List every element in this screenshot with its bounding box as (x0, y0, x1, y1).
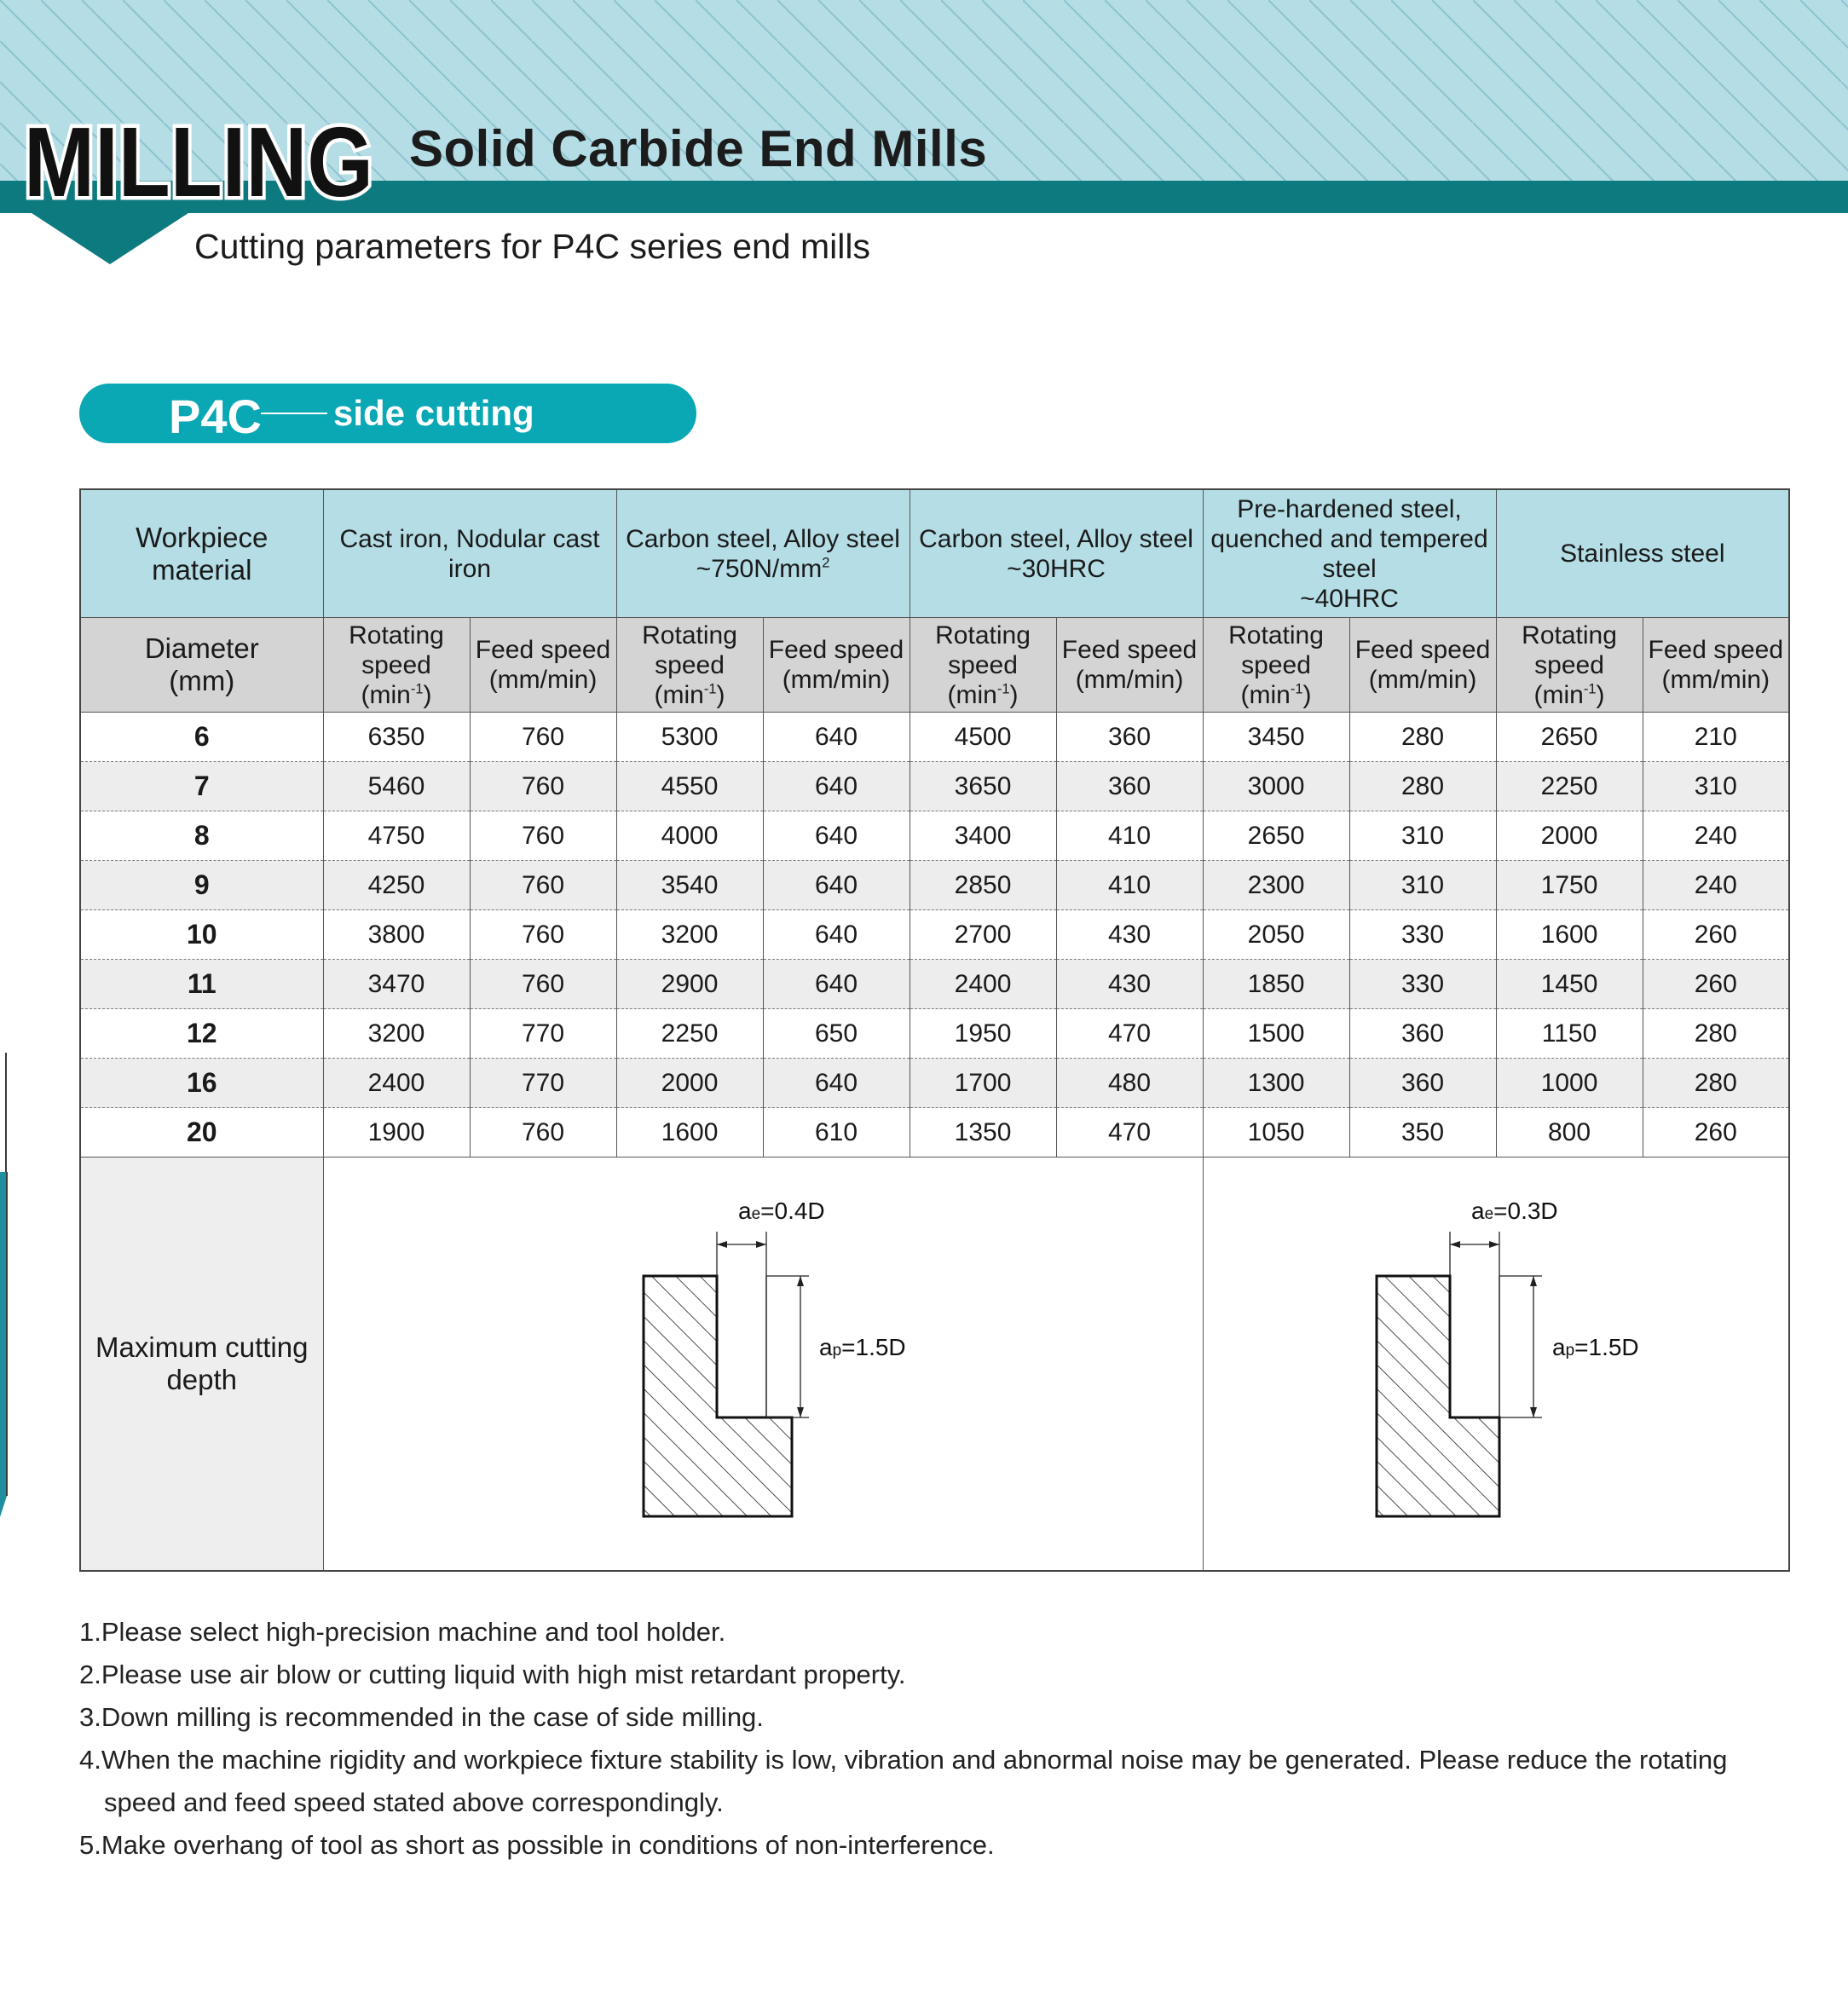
rotating-speed-cell: 1450 (1496, 960, 1643, 1009)
rotating-speed-cell: 1000 (1496, 1059, 1643, 1108)
arrow-head (756, 1241, 766, 1248)
rotating-speed-cell: 1150 (1496, 1009, 1643, 1059)
arrow-head (797, 1407, 804, 1417)
feed-speed-cell: 240 (1643, 811, 1789, 861)
feed-speed-header: Feed speed (mm/min) (1349, 618, 1496, 713)
material-pre-hardened-steel: Pre-hardened steel, quenched and tempered steel ~40HRC (1203, 489, 1496, 618)
ap-label: ap=1.5D (1551, 1334, 1639, 1360)
feed-speed-cell: 410 (1056, 811, 1203, 861)
feed-speed-cell: 330 (1349, 960, 1496, 1009)
table-row (80, 1108, 1789, 1157)
ae-label: ae=0.3D (1470, 1198, 1558, 1224)
diameter-cell: 7 (80, 762, 323, 811)
arrow-head (797, 1276, 804, 1286)
feed-speed-cell: 310 (1643, 762, 1789, 811)
max-cutting-depth-label: Maximum cutting depth (80, 1157, 323, 1572)
arrow-head (1530, 1407, 1537, 1417)
material-stainless-steel: Stainless steel (1496, 489, 1789, 618)
feed-speed-cell: 260 (1643, 960, 1789, 1009)
feed-speed-cell: 360 (1349, 1009, 1496, 1059)
feed-speed-cell: 360 (1349, 1059, 1496, 1108)
page-edge-decoration (0, 1053, 10, 1530)
feed-speed-cell: 350 (1349, 1108, 1496, 1157)
rotating-speed-cell: 2650 (1496, 713, 1643, 762)
rotating-speed-cell: 4500 (910, 713, 1056, 762)
rotating-speed-cell: 1300 (1203, 1059, 1349, 1108)
note-4: 4.When the machine rigidity and workpiece fixture stability is low, vibration and abnormal noise may be generated. Please reduce the rotating (79, 1745, 1728, 1775)
feed-speed-cell: 470 (1056, 1009, 1203, 1059)
rotating-speed-cell: 1950 (910, 1009, 1056, 1059)
rotating-speed-cell: 2050 (1203, 910, 1349, 960)
rotating-speed-cell: 1750 (1496, 861, 1643, 910)
material-cast-iron: Cast iron, Nodular cast iron (323, 489, 616, 618)
feed-speed-cell: 430 (1056, 960, 1203, 1009)
max-cutting-depth-row (80, 1157, 1789, 1572)
feed-speed-cell: 640 (763, 1059, 910, 1108)
section-pill (79, 384, 696, 443)
section-code: P4C (169, 390, 262, 443)
note-2: 2.Please use air blow or cutting liquid with high mist retardant property. (79, 1660, 906, 1689)
rotating-speed-cell: 2400 (323, 1059, 470, 1108)
rotating-speed-header: Rotating speed $(\min^{-1})$ (1203, 618, 1349, 713)
diameter-cell: 8 (80, 811, 323, 861)
rotating-speed-cell: 2300 (1203, 861, 1349, 910)
note-5: 5.Make overhang of tool as short as possible in conditions of non-interference. (79, 1830, 995, 1860)
feed-speed-cell: 480 (1056, 1059, 1203, 1108)
rotating-speed-cell: 1500 (1203, 1009, 1349, 1059)
feed-speed-cell: 260 (1643, 910, 1789, 960)
feed-speed-cell: 260 (1643, 1108, 1789, 1157)
feed-speed-cell: 760 (470, 910, 616, 960)
rotating-speed-cell: 3450 (1203, 713, 1349, 762)
arrow-head (1450, 1241, 1460, 1248)
notes-list (79, 1611, 1790, 1867)
rotating-speed-cell: 3200 (616, 910, 763, 960)
feed-speed-cell: 760 (470, 762, 616, 811)
feed-speed-cell: 640 (763, 811, 910, 861)
feed-speed-cell: 240 (1643, 861, 1789, 910)
table-row (80, 1009, 1789, 1059)
feed-speed-cell: 650 (763, 1009, 910, 1059)
feed-speed-cell: 280 (1349, 713, 1496, 762)
feed-speed-cell: 280 (1643, 1009, 1789, 1059)
workpiece-section (1377, 1276, 1499, 1516)
feed-speed-cell: 330 (1349, 910, 1496, 960)
table-row (80, 960, 1789, 1009)
rotating-speed-cell: 3800 (323, 910, 470, 960)
rotating-speed-cell: 2250 (1496, 762, 1643, 811)
feed-speed-cell: 210 (1643, 713, 1789, 762)
feed-speed-cell: 410 (1056, 861, 1203, 910)
diameter-cell: 12 (80, 1009, 323, 1059)
rotating-speed-header: Rotating speed $(\min^{-1})$ (323, 618, 470, 713)
feed-speed-cell: 430 (1056, 910, 1203, 960)
workpiece-section (644, 1276, 792, 1516)
feed-speed-cell: 770 (470, 1059, 616, 1108)
ap-label: ap=1.5D (819, 1334, 906, 1360)
table-row (80, 762, 1789, 811)
note-1: 1.Please select high-precision machine and tool holder. (79, 1617, 726, 1647)
rotating-speed-cell: 1850 (1203, 960, 1349, 1009)
milling-logo (19, 107, 377, 217)
rotating-speed-header: Rotating speed $(\min^{-1})$ (910, 618, 1056, 713)
table-row (80, 713, 1789, 762)
feed-speed-cell: 640 (763, 861, 910, 910)
rotating-speed-cell: 6350 (323, 713, 470, 762)
feed-speed-header: Feed speed (mm/min) (763, 618, 910, 713)
rotating-speed-header: Rotating speed $(\min^{-1})$ (1496, 618, 1643, 713)
feed-speed-cell: 760 (470, 861, 616, 910)
rotating-speed-cell: 5300 (616, 713, 763, 762)
section-label: side cutting (333, 393, 534, 433)
rotating-speed-cell: 1600 (1496, 910, 1643, 960)
arrow-head (1489, 1241, 1499, 1248)
rotating-speed-cell: 3470 (323, 960, 470, 1009)
column-header-row (80, 618, 1789, 713)
chevron-down-icon (29, 211, 191, 264)
rotating-speed-cell: 4550 (616, 762, 763, 811)
rotating-speed-cell: 3650 (910, 762, 1056, 811)
ae-label: ae=0.4D (738, 1198, 825, 1224)
rotating-speed-cell: 2400 (910, 960, 1056, 1009)
material-header-row (80, 489, 1789, 618)
feed-speed-header: Feed speed (mm/min) (1056, 618, 1203, 713)
feed-speed-cell: 310 (1349, 811, 1496, 861)
rotating-speed-cell: 1900 (323, 1108, 470, 1157)
rotating-speed-cell: 4000 (616, 811, 763, 861)
diameter-cell: 11 (80, 960, 323, 1009)
rotating-speed-cell: 3540 (616, 861, 763, 910)
rotating-speed-header: Rotating speed $(\min^{-1})$ (616, 618, 763, 713)
rotating-speed-cell: 2900 (616, 960, 763, 1009)
feed-speed-cell: 310 (1349, 861, 1496, 910)
table-row (80, 811, 1789, 861)
table-row (80, 861, 1789, 910)
rotating-speed-cell: 2000 (1496, 811, 1643, 861)
feed-speed-cell: 640 (763, 960, 910, 1009)
diameter-cell: 6 (80, 713, 323, 762)
page-title: Solid Carbide End Mills (409, 120, 988, 177)
feed-speed-cell: 760 (470, 1108, 616, 1157)
diameter-cell: 10 (80, 910, 323, 960)
diameter-header: Diameter (mm) (80, 618, 323, 713)
rotating-speed-cell: 1700 (910, 1059, 1056, 1108)
material-carbon-steel-750: Carbon steel, Alloy steel $\sim 750N/mm^2$ (616, 489, 910, 618)
rotating-speed-cell: 1350 (910, 1108, 1056, 1157)
page-subtitle: Cutting parameters for P4C series end mills (194, 227, 870, 266)
feed-speed-cell: 280 (1643, 1059, 1789, 1108)
diameter-cell: 16 (80, 1059, 323, 1108)
note-4-continued: speed and feed speed stated above correspondingly. (104, 1787, 724, 1817)
milling-logo-text: MILLING (24, 107, 373, 217)
rotating-speed-cell: 2850 (910, 861, 1056, 910)
feed-speed-cell: 760 (470, 713, 616, 762)
feed-speed-header: Feed speed (mm/min) (1643, 618, 1789, 713)
table-row (80, 910, 1789, 960)
rotating-speed-cell: 3400 (910, 811, 1056, 861)
feed-speed-cell: 640 (763, 713, 910, 762)
feed-speed-cell: 470 (1056, 1108, 1203, 1157)
rotating-speed-cell: 4250 (323, 861, 470, 910)
feed-speed-cell: 770 (470, 1009, 616, 1059)
arrow-head (1530, 1276, 1537, 1286)
rotating-speed-cell: 2650 (1203, 811, 1349, 861)
feed-speed-header: Feed speed (mm/min) (470, 618, 616, 713)
feed-speed-cell: 760 (470, 960, 616, 1009)
rotating-speed-cell: 1050 (1203, 1108, 1349, 1157)
feed-speed-cell: 610 (763, 1108, 910, 1157)
arrow-head (717, 1241, 727, 1248)
cutting-depth-diagram (1300, 1168, 1692, 1560)
cutting-depth-diagram (567, 1168, 959, 1560)
rotating-speed-cell: 3200 (323, 1009, 470, 1059)
rotating-speed-cell: 800 (1496, 1108, 1643, 1157)
depth-diagram-cell-2 (1203, 1157, 1789, 1572)
rotating-speed-cell: 2000 (616, 1059, 763, 1108)
diameter-cell: 9 (80, 861, 323, 910)
table-row (80, 1059, 1789, 1108)
feed-speed-cell: 640 (763, 762, 910, 811)
feed-speed-cell: 640 (763, 910, 910, 960)
rotating-speed-cell: 1600 (616, 1108, 763, 1157)
feed-speed-cell: 280 (1349, 762, 1496, 811)
rotating-speed-cell: 2250 (616, 1009, 763, 1059)
feed-speed-cell: 360 (1056, 713, 1203, 762)
section-dash (261, 413, 327, 414)
feed-speed-cell: 760 (470, 811, 616, 861)
workpiece-material-header: Workpiece material (80, 489, 323, 618)
cutting-parameters-table (79, 488, 1790, 1572)
rotating-speed-cell: 2700 (910, 910, 1056, 960)
diameter-cell: 20 (80, 1108, 323, 1157)
feed-speed-cell: 360 (1056, 762, 1203, 811)
rotating-speed-cell: 3000 (1203, 762, 1349, 811)
rotating-speed-cell: 5460 (323, 762, 470, 811)
note-3: 3.Down milling is recommended in the case of side milling. (79, 1702, 764, 1732)
depth-diagram-cell-1 (323, 1157, 1203, 1572)
rotating-speed-cell: 4750 (323, 811, 470, 861)
material-carbon-steel-30hrc: Carbon steel, Alloy steel ~30HRC (910, 489, 1203, 618)
